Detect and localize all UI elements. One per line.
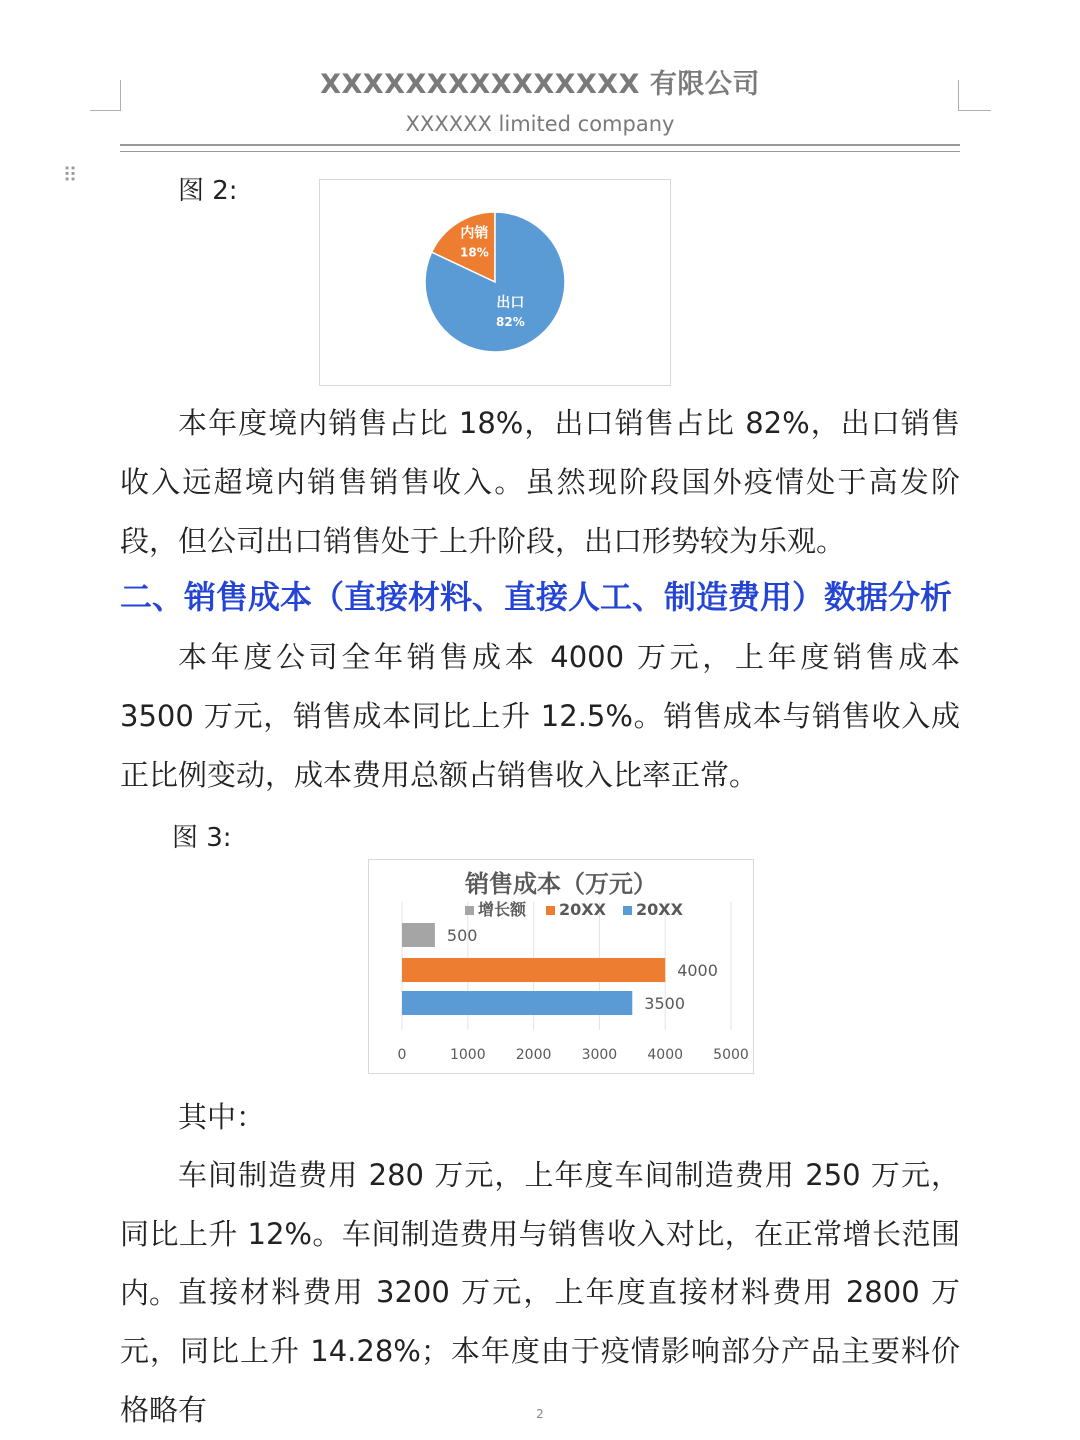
x-tick-label: 3000 (581, 1047, 618, 1063)
pie-label-1: 出口 (496, 294, 525, 311)
x-tick-label: 5000 (713, 1047, 749, 1063)
header-divider (120, 144, 960, 152)
legend-label-2: 20XX (636, 900, 683, 919)
pie-chart-container[interactable] (319, 179, 671, 386)
x-tick-label: 2000 (515, 1047, 552, 1063)
paragraph-material-cost: 直接材料费用 3200 万元，上年度直接材料费用 2800 万元，同比上升 14.28%；本年度由于疫情影响部分产品主要料价格略有 (120, 1275, 960, 1427)
bar-2[interactable] (402, 991, 632, 1015)
legend-swatch-1 (546, 906, 555, 915)
header-company-english: XXXXXX limited company (405, 112, 675, 136)
bar-chart-title: 销售成本（万元） (465, 870, 657, 898)
bar-data-label-1: 4000 (677, 961, 718, 980)
legend-swatch-0 (465, 906, 474, 915)
bar-chart-container[interactable] (368, 859, 754, 1074)
drag-handle-icon[interactable]: ⠿ (62, 163, 78, 187)
pie-chart (320, 180, 670, 385)
figure-2-label: 图 2: (178, 176, 238, 206)
bar-chart (369, 860, 753, 1073)
legend-label-1: 20XX (559, 900, 606, 919)
page-number: 2 (536, 1407, 544, 1421)
x-tick-label: 4000 (647, 1047, 684, 1063)
paragraph-export-share: 本年度境内销售占比 18%，出口销售占比 82%，出口销售收入远超境内销售销售收入。虽然现阶段国外疫情处于高发阶段，但公司出口销售处于上升阶段，出口形势较为乐观。 (120, 406, 960, 558)
bar-0[interactable] (402, 923, 435, 947)
paragraph-sales-cost: 本年度公司全年销售成本 4000 万元，上年度销售成本 3500 万元，销售成本同比上升 12.5%。销售成本与销售收入成正比例变动，成本费用总额占销售收入比率正常。 (120, 640, 960, 792)
x-tick-label: 0 (397, 1047, 407, 1063)
pie-value-label-0: 18% (460, 245, 489, 260)
pie-label-0: 内销 (460, 225, 489, 242)
paragraph-workshop-cost: 车间制造费用 280 万元，上年度车间制造费用 250 万元，同比上升 12%。车间制造费用与销售收入对比，在正常增长范围内。 (120, 1158, 960, 1310)
bar-1[interactable] (402, 958, 665, 982)
x-tick-label: 1000 (449, 1047, 486, 1063)
pie-value-label-1: 82% (496, 314, 525, 329)
legend-label-0: 增长额 (478, 900, 527, 919)
figure-3-label: 图 3: (172, 823, 232, 853)
paragraph-among: 其中： (178, 1100, 266, 1134)
bar-data-label-0: 500 (446, 926, 478, 945)
legend-swatch-2 (623, 906, 632, 915)
bar-data-label-2: 3500 (644, 994, 686, 1013)
section-heading: 二、销售成本（直接材料、直接人工、制造费用）数据分析 (120, 578, 953, 616)
header-company-name: XXXXXXXXXXXXXXX 有限公司 (320, 69, 760, 100)
